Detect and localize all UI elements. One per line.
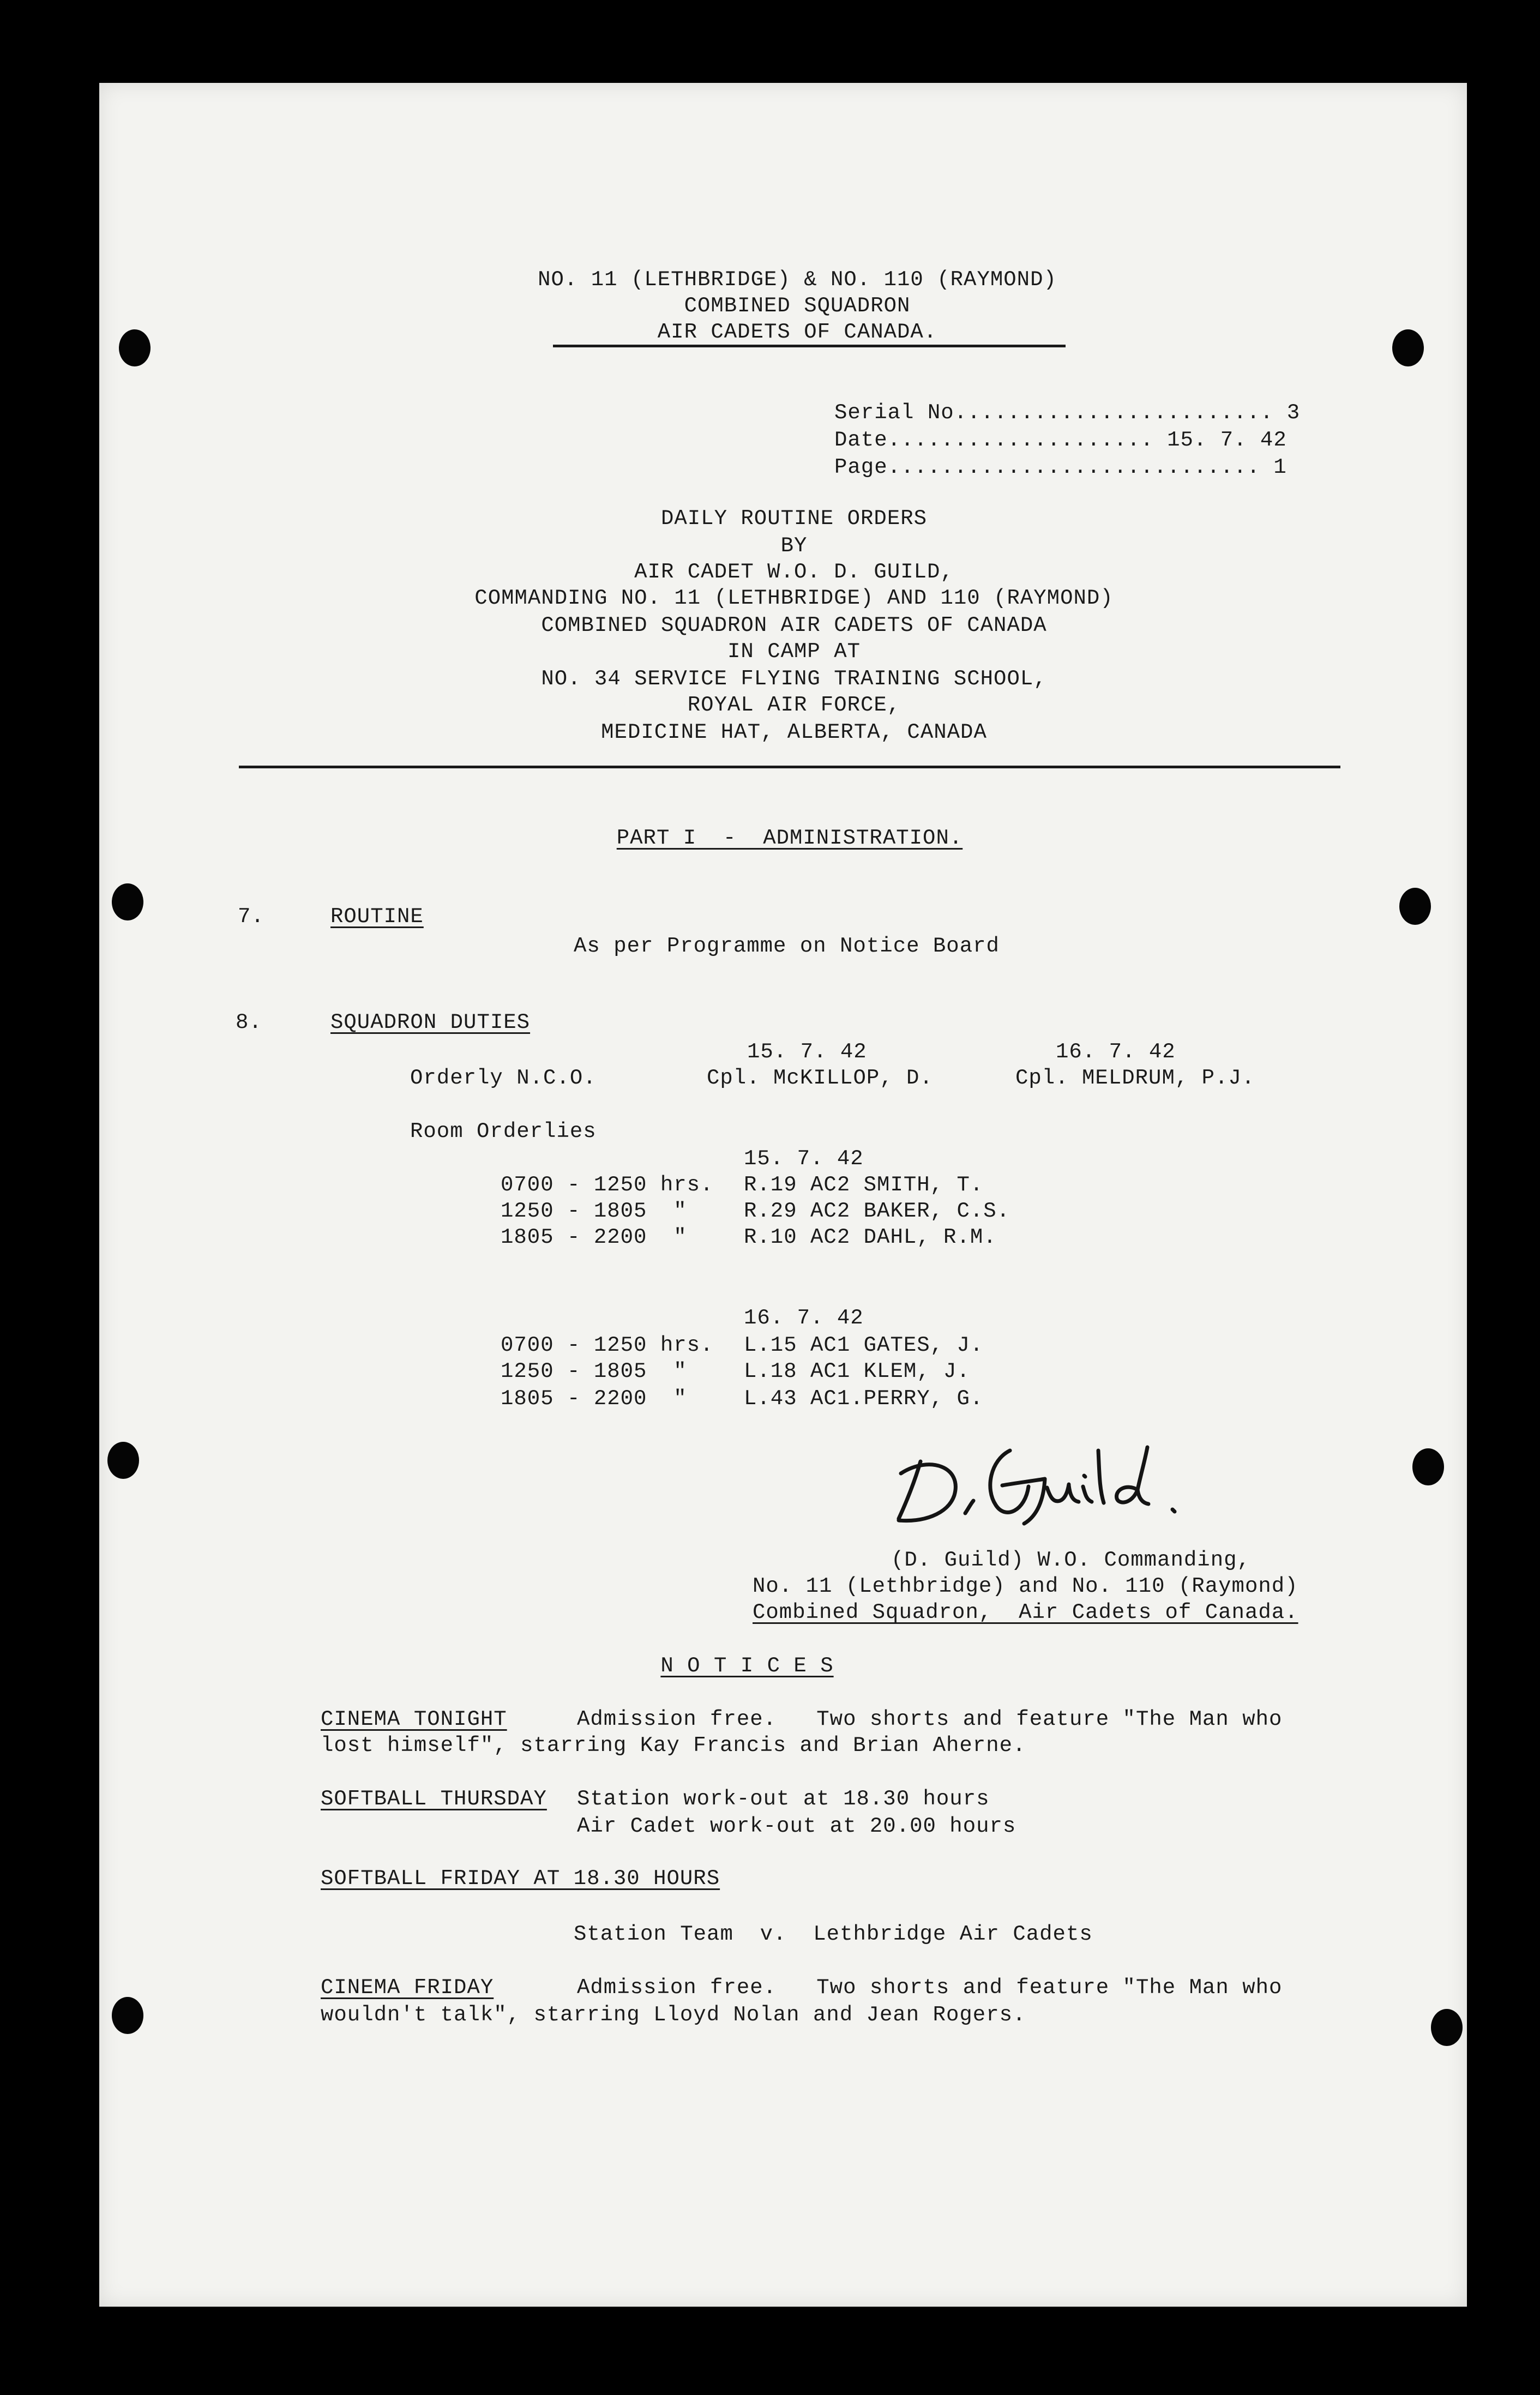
- notice-text: Air Cadet work-out at 20.00 hours: [577, 1814, 1016, 1838]
- orderly-nco-label: Orderly N.C.O.: [410, 1066, 597, 1090]
- orders-title-line: IN CAMP AT: [727, 640, 861, 664]
- punch-hole: [1392, 329, 1424, 366]
- notice-text: Admission free. Two shorts and feature "The Man who: [577, 1976, 1283, 2000]
- shift-name: L.43 AC1.PERRY, G.: [744, 1387, 984, 1411]
- signature-line-1: (D. Guild) W.O. Commanding,: [891, 1548, 1250, 1572]
- orders-title-line: DAILY ROUTINE ORDERS: [660, 507, 928, 531]
- page-number: Page............................ 1: [834, 455, 1287, 479]
- routine-text: As per Programme on Notice Board: [574, 934, 1000, 958]
- shift-time: 1250 - 1805 ": [501, 1199, 687, 1223]
- orders-title-line: ROYAL AIR FORCE,: [687, 693, 901, 717]
- notice-label-softball-friday: SOFTBALL FRIDAY AT 18.30 HOURS: [321, 1867, 720, 1891]
- serial-number: Serial No........................ 3: [834, 401, 1301, 425]
- orders-title-line: BY: [780, 534, 808, 558]
- punch-hole: [1431, 2009, 1463, 2046]
- notice-text: lost himself", starring Kay Francis and Brian Aherne.: [321, 1734, 1026, 1758]
- item-number: 8.: [236, 1010, 262, 1034]
- signature-line-2: No. 11 (Lethbridge) and No. 110 (Raymond): [753, 1574, 1298, 1598]
- handwritten-signature: [889, 1429, 1194, 1532]
- room-group-date: 16. 7. 42: [744, 1306, 864, 1330]
- orders-title-line: COMMANDING NO. 11 (LETHBRIDGE) AND 110 (RAYMOND): [474, 586, 1114, 610]
- punch-hole: [1412, 1448, 1444, 1485]
- header-line-2: COMBINED SQUADRON: [684, 294, 911, 318]
- punch-hole: [1399, 888, 1431, 925]
- header-underline: [553, 345, 1066, 347]
- room-orderlies-label: Room Orderlies: [410, 1120, 597, 1144]
- shift-time: 1805 - 2200 ": [501, 1225, 687, 1249]
- shift-time: 1250 - 1805 ": [501, 1359, 687, 1383]
- room-group-date: 15. 7. 42: [744, 1147, 864, 1171]
- duty-date-2: 16. 7. 42: [1056, 1040, 1176, 1064]
- orders-title-line: NO. 34 SERVICE FLYING TRAINING SCHOOL,: [541, 667, 1047, 691]
- notice-text: Admission free. Two shorts and feature "The Man who: [577, 1707, 1283, 1731]
- notice-text: wouldn't talk", starring Lloyd Nolan and Jean Rogers.: [321, 2003, 1026, 2027]
- notices-heading: N O T I C E S: [660, 1654, 834, 1678]
- orders-title-line: MEDICINE HAT, ALBERTA, CANADA: [601, 720, 987, 744]
- orderly-nco-1: Cpl. McKILLOP, D.: [707, 1066, 933, 1090]
- punch-hole: [112, 1997, 143, 2034]
- duty-date-1: 15. 7. 42: [747, 1040, 867, 1064]
- notice-label-cinema-tonight: CINEMA TONIGHT: [321, 1707, 507, 1731]
- punch-hole: [119, 329, 151, 366]
- shift-name: R.29 AC2 BAKER, C.S.: [744, 1199, 1010, 1223]
- header-line-3: AIR CADETS OF CANADA.: [657, 320, 937, 344]
- routine-heading: ROUTINE: [330, 905, 424, 929]
- order-date: Date.................... 15. 7. 42: [834, 428, 1287, 452]
- notice-label-softball-thursday: SOFTBALL THURSDAY: [321, 1787, 547, 1811]
- shift-name: R.10 AC2 DAHL, R.M.: [744, 1225, 997, 1249]
- section-divider: [239, 766, 1340, 768]
- signature-line-3: Combined Squadron, Air Cadets of Canada.: [753, 1600, 1298, 1624]
- orderly-nco-2: Cpl. MELDRUM, P.J.: [1015, 1066, 1255, 1090]
- part-heading: PART I - ADMINISTRATION.: [616, 826, 963, 850]
- header-line-1: NO. 11 (LETHBRIDGE) & NO. 110 (RAYMOND): [538, 268, 1057, 292]
- notice-text: Station Team v. Lethbridge Air Cadets: [574, 1922, 1093, 1946]
- shift-name: L.18 AC1 KLEM, J.: [744, 1359, 970, 1383]
- shift-time: 0700 - 1250 hrs.: [501, 1173, 714, 1197]
- orders-title-line: AIR CADET W.O. D. GUILD,: [634, 560, 954, 584]
- orders-title-line: COMBINED SQUADRON AIR CADETS OF CANADA: [541, 613, 1047, 637]
- item-number: 7.: [238, 905, 264, 929]
- shift-name: L.15 AC1 GATES, J.: [744, 1333, 984, 1357]
- notice-text: Station work-out at 18.30 hours: [577, 1787, 990, 1811]
- punch-hole: [107, 1442, 139, 1479]
- notice-label-cinema-friday: CINEMA FRIDAY: [321, 1976, 494, 2000]
- duties-heading: SQUADRON DUTIES: [330, 1010, 531, 1034]
- punch-hole: [112, 883, 143, 920]
- shift-name: R.19 AC2 SMITH, T.: [744, 1173, 984, 1197]
- shift-time: 0700 - 1250 hrs.: [501, 1333, 714, 1357]
- shift-time: 1805 - 2200 ": [501, 1387, 687, 1411]
